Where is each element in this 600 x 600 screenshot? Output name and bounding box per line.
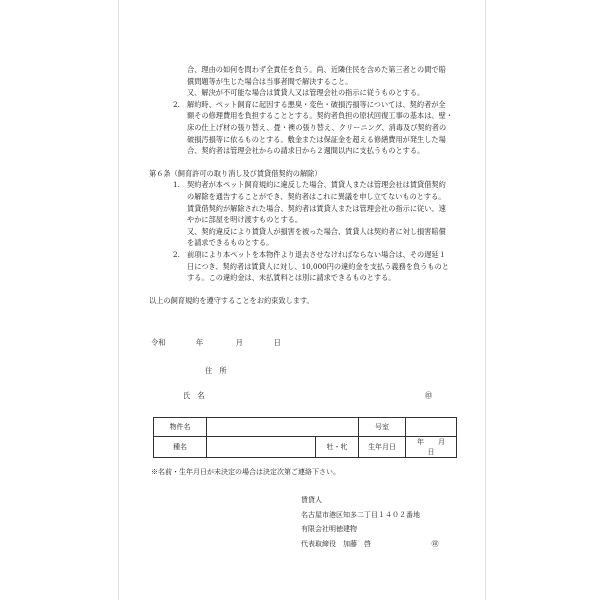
text-line: 合、理由の如何を問わず全責任を負う。尚、近隣住民を含めた第三者との間で賠 — [187, 65, 446, 74]
text-line: の解除を通告することができ、契約者はこれに異議を申し立てないものとする。 — [187, 191, 446, 201]
date-year: 年 — [195, 338, 204, 347]
address-label: 住 所 — [205, 366, 227, 375]
date-month: 月 — [235, 338, 243, 347]
text-line: 床の仕上げ材の張り替え、畳・襖の張り替え、クリーニング、消毒及び契約者の — [187, 122, 447, 132]
clause-continuation — [149, 64, 459, 99]
text-line: 破損汚損等に依るものとする。敷金または保証金を超える修繕費用が発生した場 — [187, 134, 446, 144]
pet-name-label: 物件名 — [154, 418, 207, 437]
lessor-address: 名古屋市港区知多二丁目１４０２番地 — [301, 510, 420, 519]
date-day: 日 — [273, 338, 281, 347]
text-line: 又、解決が不可能な場合は賃貸人又は管理会社の指示に従うものとする。 — [187, 88, 425, 98]
lessor-representative — [301, 537, 438, 552]
text-line: 解約時、ペット飼育に起因する悪臭・変色・破損汚損等については、契約者が全 — [187, 99, 446, 109]
birth-date-field[interactable]: 年 月 日 — [406, 437, 457, 458]
date-line — [151, 338, 281, 348]
birth-label: 生年月日 — [359, 437, 406, 458]
text-line: 又、契約違反により賃貸人が損害を被った場合、賃貸人は契約者に対し損害賠償 — [187, 226, 446, 236]
text-line: する。この違約金は、未払賃料とは別に請求できるものとする。 — [187, 273, 396, 283]
table-row — [154, 437, 457, 458]
article-6-title: 第６条（飼育許可の取り消し及び賃貸借契約の解除） — [149, 168, 322, 178]
document-page — [118, 0, 486, 600]
text-line: 日につき、契約者は賃貸人に対し、10,000円の違約金を支払う義務を負うものと — [187, 261, 449, 271]
lessor-seal: ㊞ — [431, 539, 439, 548]
contract-body — [149, 64, 459, 306]
date-era: 令和 — [151, 338, 166, 347]
text-line: やかに部屋を明け渡すものとする。 — [187, 215, 303, 225]
item-2 — [149, 99, 459, 157]
sex-options[interactable]: 牡・牝 — [316, 437, 359, 458]
representative-name: 代表取締役 加藤 啓 — [301, 539, 371, 548]
item-number: 1. — [173, 180, 180, 190]
lessor-block — [301, 493, 438, 551]
pledge-text: 以上の飼育規約を遵守することをお約束致します。 — [149, 295, 314, 305]
spacer — [149, 157, 459, 168]
breed-label: 種名 — [154, 437, 207, 458]
room-field[interactable] — [406, 418, 457, 437]
name-label: 氏 名 — [183, 391, 205, 400]
footnote: ※名前・生年月日が未決定の場合は決定次第ご連絡下さい。 — [151, 468, 340, 476]
spacer — [149, 284, 459, 295]
article-6-item-2 — [149, 249, 459, 284]
lessor-title: 賃貸人 — [301, 496, 322, 504]
text-line: 合、契約者は管理会社からの請求日から２週間以内に支払うものとする。 — [187, 146, 425, 156]
lessor-company: 有限会社明徳建物 — [301, 525, 357, 533]
item-number: 2. — [173, 99, 180, 109]
text-line: 額その修理費用を負担することとする。契約者負担の原状回復工事の基本は、壁・ — [187, 111, 453, 121]
pet-name-field[interactable] — [207, 418, 359, 437]
text-line: 償問題等が生じた場合は当事者間で解決すること。 — [187, 76, 353, 86]
article-6-item-1 — [149, 179, 459, 249]
table-row — [154, 418, 457, 437]
breed-field[interactable] — [207, 437, 316, 458]
seal-mark: ㊞ — [425, 391, 433, 400]
text-line: を請求できるものとする。 — [187, 238, 274, 248]
item-number: 2. — [173, 249, 180, 259]
room-label: 号室 — [359, 418, 406, 437]
pet-info-table — [153, 417, 457, 458]
text-line: 前項により本ペットを本物件より退去させなければならない場合は、その遅延１ — [187, 249, 446, 259]
text-line: 契約者が本ペット飼育規約に違反した場合、賃貸人または管理会社は賃貸借契約 — [187, 180, 446, 190]
text-line: 賃貸借契約が解除された場合、契約者は賃貸人または管理会社の指示に従い、速 — [187, 203, 446, 213]
